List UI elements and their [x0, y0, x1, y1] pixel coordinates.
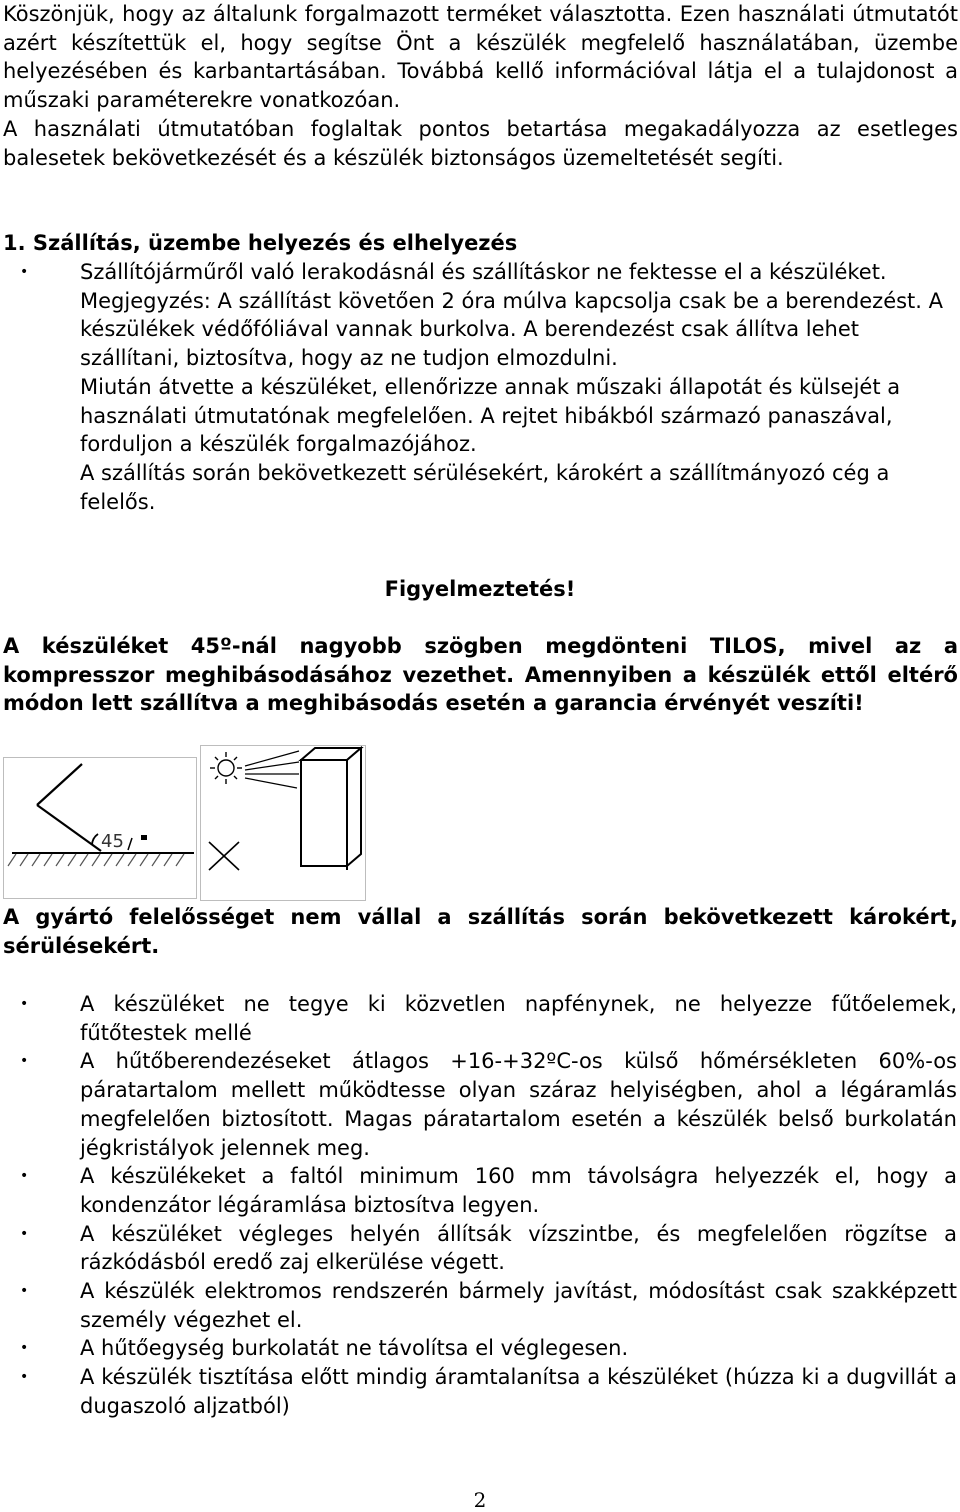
no-liability-notice: A gyártó felelősséget nem vállal a szállítás során bekövetkezett károkért, sérülésekért. — [3, 905, 958, 958]
inspection-paragraph: Miután átvette a készüléket, ellenőrizze annak műszaki állapotát és külsejét a használati útmutatónak megfelelően. A rejtet hibákból származó panaszával, forduljon a készülék forgalmazójához. — [80, 374, 901, 457]
bullet-icon: • — [20, 1340, 29, 1357]
list-item: • A hűtőegység burkolatát ne távolítsa el véglegesen. — [80, 1334, 957, 1363]
no-sunlight-illustration — [201, 746, 365, 900]
list-item: • A hűtőberendezéseket átlagos +16-+32ºC-os külső hőmérsékleten 60%-os páratartalom mellett működtesse olyan száraz helyiségben, ahol a légáramlás megfelelően biztosított. Magas páratartalom esetén a készülék belső burkolatán jégkristályok jelennek meg. — [20, 1049, 957, 1160]
intro-section — [3, 0, 958, 172]
bullet-icon: • — [20, 264, 29, 280]
bullet-icon: • — [20, 1168, 29, 1185]
tilt-angle-figure — [3, 757, 197, 899]
list-item: • A készüléket ne tegye ki közvetlen napfénynek, ne helyezze fűtőelemek, fűtőtestek mellé — [20, 992, 957, 1045]
transport-paragraph: Szállítójárműről való lerakodásnál és szállításkor ne fektesse el a készüléket. Megjegyzés: A szállítást követően 2 óra múlva kapcsolja csak be a berendezést. A készülékek védőfóliával vannak burkolva. A berendezést csak állítva lehet szállítani, biztosítva, hogy az ne tudjon elmozdulni. — [80, 260, 944, 371]
page-number: 2 — [473, 1488, 487, 1512]
bullet-icon: • — [20, 1225, 29, 1242]
liability-paragraph: A szállítás során bekövetkezett sérülésekért, károkért a szállítmányozó cég a felelős. — [80, 460, 890, 514]
list-item: • A készüléket végleges helyén állítsák vízszintbe, és megfelelően rögzítse a rázkódásból eredő zaj elkerülése végett. — [20, 1221, 957, 1275]
section-1-bullet-content — [80, 258, 955, 516]
intro-paragraph-1: Köszönjük, hogy az általunk forgalmazott terméket választotta. Ezen használati útmutatót azért készítettük el, hogy segítse Önt a készülék megfelelő használatában, üzembe helyezésében és karbantartásában. Továbbá kellő információval látja el a tulajdonost a műszaki paraméterekre vonatkozóan. — [3, 2, 958, 113]
bullet-icon: • — [20, 1053, 29, 1070]
list-item: • A készülék elektromos rendszerén bármely javítást, módosítást csak szakképzett személy végezhet el. — [20, 1279, 957, 1332]
no-sunlight-figure — [200, 745, 366, 901]
sun-icon — [210, 752, 242, 784]
section-1-heading: 1. Szállítás, üzembe helyezés és elhelyezés — [3, 231, 518, 255]
warning-text: A készüléket 45º-nál nagyobb szögben megdönteni TILOS, mivel az a kompresszor meghibásodásához vezethet. Amennyiben a készülék ettől eltérő módon lett szállítva a meghibásodás esetén a garancia érvényét veszíti! — [3, 634, 958, 716]
bullet-icon: • — [20, 1369, 29, 1386]
bullet-icon: • — [20, 996, 29, 1012]
tilt-angle-label: 45 — [101, 831, 124, 852]
placement-list — [20, 990, 957, 1421]
bullet-icon: • — [20, 1283, 29, 1300]
warning-title: Figyelmeztetés! — [384, 577, 576, 601]
tilt-angle-illustration — [4, 758, 196, 898]
refrigerator-icon — [301, 748, 361, 870]
list-item: • A készülékeket a faltól minimum 160 mm távolságra helyezzék el, hogy a kondenzátor légáramlása biztosítva legyen. — [20, 1164, 957, 1217]
intro-paragraph-2: A használati útmutatóban foglaltak pontos betartása megakadályozza az esetleges balesetek bekövetkezését és a készülék biztonságos üzemeltetését segíti. — [3, 116, 958, 170]
list-item: • A készülék tisztítása előtt mindig áramtalanítsa a készüléket (húzza ki a dugvillát a dugaszoló aljzatból) — [20, 1365, 957, 1418]
